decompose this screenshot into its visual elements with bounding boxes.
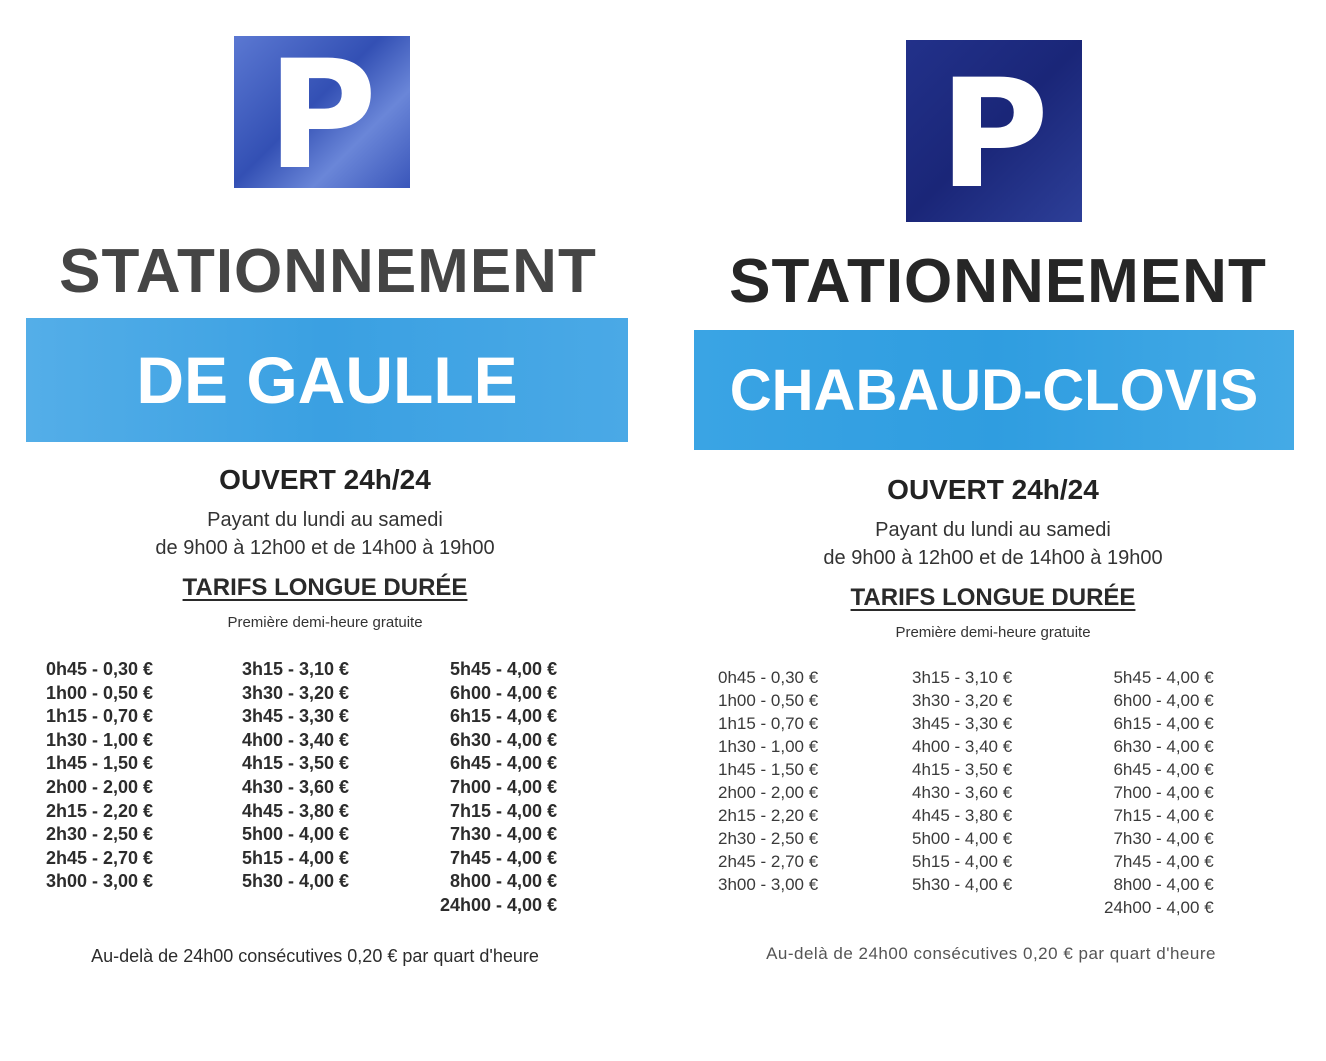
paying-line-hours: de 9h00 à 12h00 et de 14h00 à 19h00	[155, 537, 495, 559]
parking-name-band: DE GAULLE	[26, 318, 628, 442]
rate-entry: 7h45 - 4,00 €	[450, 847, 558, 868]
parking-poster-chabaud-clovis	[664, 0, 1326, 1061]
rate-entry: 2h00 - 2,00 €	[46, 776, 154, 797]
rate-entry: 5h30 - 4,00 €	[242, 871, 350, 892]
rate-entry: 4h30 - 3,60 €	[242, 776, 350, 797]
rate-entry: 4h45 - 3,80 €	[242, 800, 350, 821]
rate-entry: 2h45 - 2,70 €	[46, 847, 154, 868]
tariff-heading	[664, 584, 1322, 612]
rate-entry: 6h15 - 4,00 €	[1113, 714, 1214, 733]
rate-entry: 7h15 - 4,00 €	[1113, 806, 1214, 825]
rate-entry: 6h45 - 4,00 €	[450, 753, 558, 774]
rate-entry: 4h30 - 3,60 €	[912, 783, 1013, 802]
rate-entry: 3h15 - 3,10 €	[912, 668, 1013, 687]
rate-column-2	[912, 666, 1012, 896]
rate-entry: 6h15 - 4,00 €	[450, 706, 558, 727]
rate-entry: 1h45 - 1,50 €	[46, 753, 154, 774]
rate-column-1	[718, 666, 818, 896]
rate-entry: 8h00 - 4,00 €	[1113, 875, 1214, 894]
rate-entry: 1h15 - 0,70 €	[718, 714, 819, 733]
rate-entry: 2h15 - 2,20 €	[46, 800, 154, 821]
rate-entry: 1h30 - 1,00 €	[46, 729, 154, 750]
rate-entry: 2h00 - 2,00 €	[718, 783, 819, 802]
rate-entry: 6h30 - 4,00 €	[450, 729, 558, 750]
parking-name-band: CHABAUD-CLOVIS	[694, 330, 1294, 450]
rate-entry: 7h45 - 4,00 €	[1113, 852, 1214, 871]
rate-entry: 3h00 - 3,00 €	[46, 871, 154, 892]
rate-entry: 1h15 - 0,70 €	[46, 706, 154, 727]
rate-column-1	[46, 658, 153, 894]
parking-poster-de-gaulle	[0, 0, 660, 1061]
rate-entry: 3h15 - 3,10 €	[242, 659, 350, 679]
rate-entry: 7h15 - 4,00 €	[450, 800, 558, 821]
rate-entry: 5h45 - 4,00 €	[450, 659, 558, 679]
tariff-heading-text: TARIFS LONGUE DURÉE	[182, 574, 468, 601]
free-note: Première demi-heure gratuite	[227, 614, 423, 631]
opening-hours: OUVERT 24h/24	[219, 464, 431, 495]
rate-entry: 6h45 - 4,00 €	[1113, 760, 1214, 779]
extra-rate-footer: Au-delà de 24h00 consécutives 0,20 € par quart d'heure	[766, 944, 1216, 963]
rate-entry: 8h00 - 4,00 €	[450, 871, 558, 892]
rate-entry: 1h30 - 1,00 €	[718, 737, 819, 756]
paying-line-days: Payant du lundi au samedi	[875, 519, 1111, 541]
rate-entry: 3h30 - 3,20 €	[912, 691, 1013, 710]
rate-entry: 5h45 - 4,00 €	[1113, 668, 1214, 687]
parking-sign-icon: P	[906, 40, 1082, 222]
paying-line-hours: de 9h00 à 12h00 et de 14h00 à 19h00	[823, 547, 1163, 569]
paying-line-days: Payant du lundi au samedi	[207, 509, 443, 531]
rate-entry: 2h45 - 2,70 €	[718, 852, 819, 871]
poster-title: STATIONNEMENT	[729, 247, 1267, 316]
extra-rate-footer: Au-delà de 24h00 consécutives 0,20 € par quart d'heure	[91, 946, 539, 966]
rate-entry: 2h30 - 2,50 €	[718, 829, 819, 848]
rate-entry: 5h15 - 4,00 €	[912, 852, 1013, 871]
rate-entry: 7h00 - 4,00 €	[450, 776, 558, 797]
tariff-heading-text: TARIFS LONGUE DURÉE	[850, 584, 1136, 611]
rate-entry: 5h15 - 4,00 €	[242, 847, 350, 868]
opening-hours: OUVERT 24h/24	[887, 474, 1099, 505]
rate-entry: 5h30 - 4,00 €	[912, 875, 1013, 894]
rate-entry: 4h45 - 3,80 €	[912, 806, 1013, 825]
rate-entry: 5h00 - 4,00 €	[912, 829, 1013, 848]
parking-sign-icon: P	[234, 36, 410, 188]
rate-entry: 4h15 - 3,50 €	[242, 753, 350, 774]
rate-entry: 1h00 - 0,50 €	[718, 691, 819, 710]
rate-entry: 5h00 - 4,00 €	[242, 824, 350, 845]
rate-entry: 3h00 - 3,00 €	[718, 875, 819, 894]
rate-entry: 7h00 - 4,00 €	[1113, 783, 1214, 802]
rate-entry: 3h30 - 3,20 €	[242, 682, 350, 703]
rate-entry: 24h00 - 4,00 €	[440, 894, 558, 915]
paying-hours	[0, 506, 650, 562]
rate-entry: 0h45 - 0,30 €	[718, 668, 819, 687]
rate-entry: 24h00 - 4,00 €	[1104, 898, 1214, 917]
rate-entry: 4h15 - 3,50 €	[912, 760, 1013, 779]
rate-column-2	[242, 658, 349, 894]
tariff-heading	[0, 574, 650, 602]
rate-entry: 6h00 - 4,00 €	[1113, 691, 1214, 710]
paying-hours	[664, 516, 1322, 572]
rate-entry: 6h30 - 4,00 €	[1113, 737, 1214, 756]
rate-entry: 3h45 - 3,30 €	[912, 714, 1013, 733]
rate-entry: 7h30 - 4,00 €	[1113, 829, 1214, 848]
rate-entry: 4h00 - 3,40 €	[912, 737, 1013, 756]
rate-entry: 2h15 - 2,20 €	[718, 806, 819, 825]
free-note: Première demi-heure gratuite	[895, 624, 1091, 641]
rate-entry: 0h45 - 0,30 €	[46, 659, 154, 679]
rate-entry: 2h30 - 2,50 €	[46, 824, 154, 845]
rate-entry: 6h00 - 4,00 €	[450, 682, 558, 703]
rate-entry: 1h00 - 0,50 €	[46, 682, 154, 703]
rate-entry: 7h30 - 4,00 €	[450, 824, 558, 845]
rate-entry: 4h00 - 3,40 €	[242, 729, 350, 750]
rate-column-3	[1104, 666, 1214, 919]
poster-title: STATIONNEMENT	[59, 237, 597, 306]
rate-entry: 3h45 - 3,30 €	[242, 706, 350, 727]
rate-column-3	[440, 658, 557, 918]
rate-entry: 1h45 - 1,50 €	[718, 760, 819, 779]
